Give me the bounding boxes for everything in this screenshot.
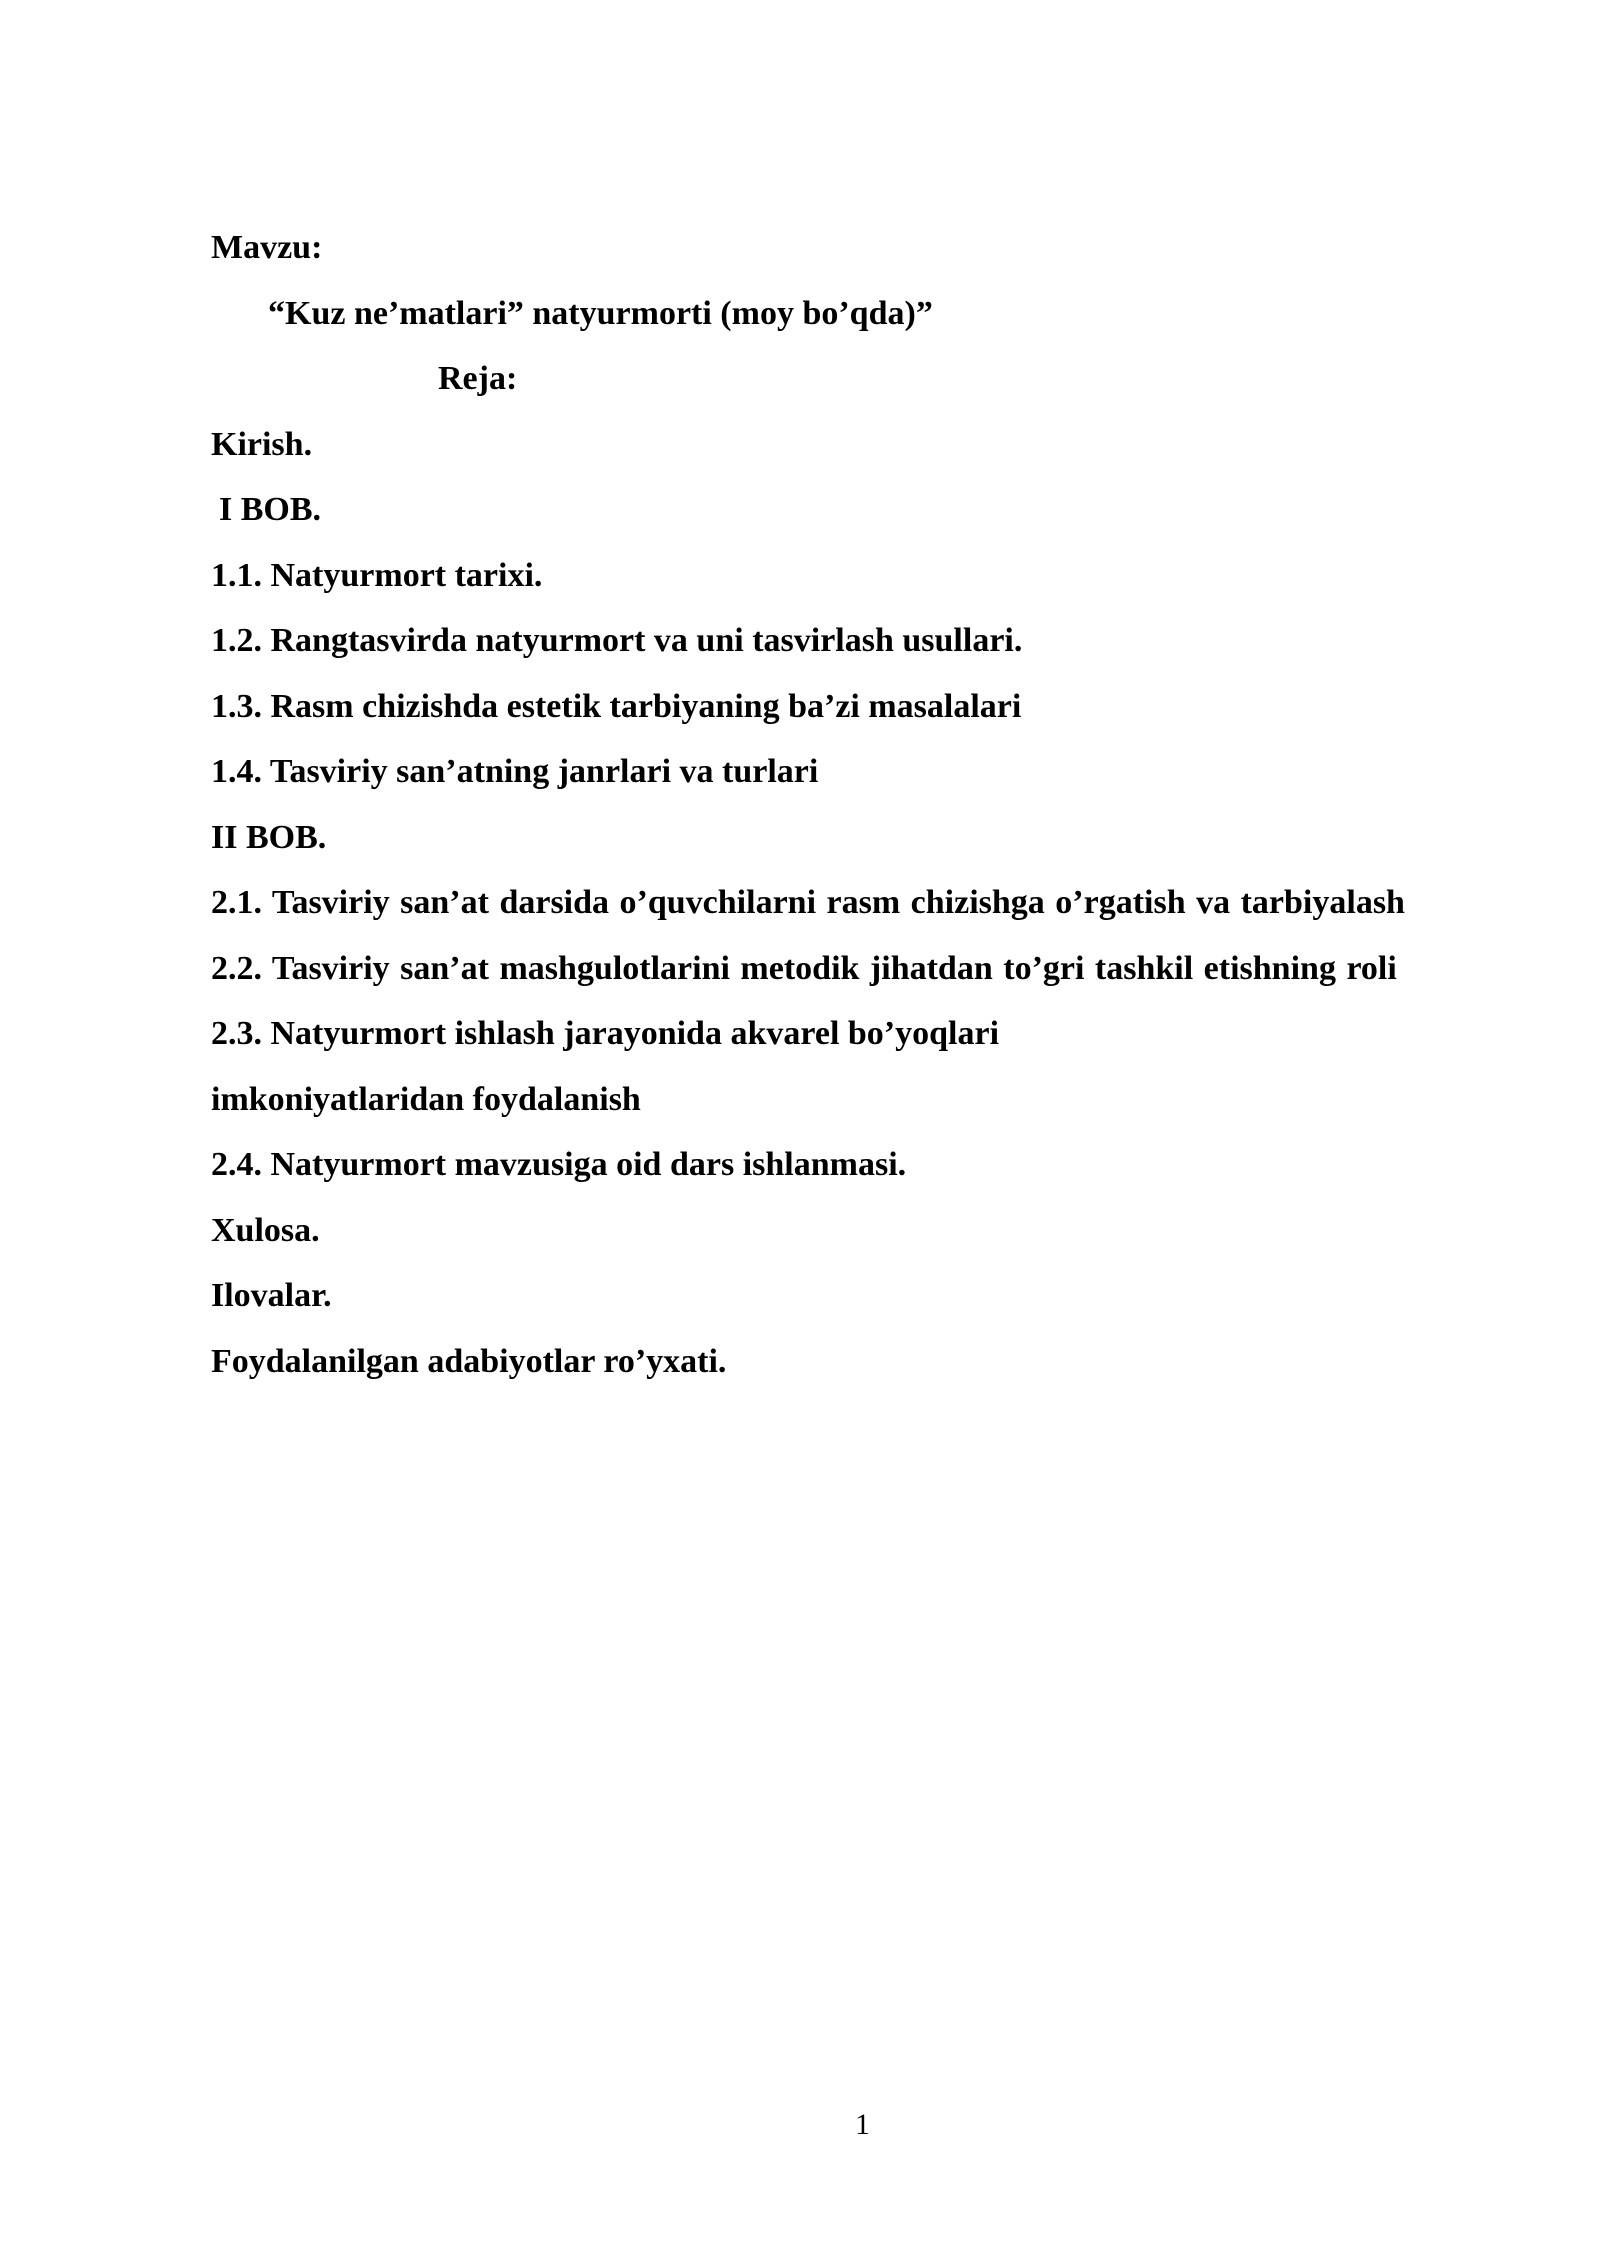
page-number: 1	[855, 2108, 870, 2141]
document-title: “Kuz ne’matlari” natyurmorti (moy bo’qda)”	[268, 294, 933, 332]
toc-section-2-2: 2.2. Tasviriy san’at mashgulotlarini metodik jihatdan to’gri tashkil etishning roli	[211, 949, 1397, 987]
toc-section-2-1: 2.1. Tasviriy san’at darsida o’quvchilarni rasm chizishga o’rgatish va tarbiyalash	[211, 884, 1405, 921]
toc-conclusion: Xulosa.	[211, 1211, 320, 1249]
toc-intro: Kirish.	[211, 425, 313, 463]
toc-appendices: Ilovalar.	[211, 1277, 332, 1314]
toc-section-1-1: 1.1. Natyurmort tarixi.	[211, 556, 543, 594]
document-content	[211, 215, 1494, 1394]
topic-label: Mavzu:	[211, 229, 323, 266]
toc-section-2-3-line1: 2.3. Natyurmort ishlash jarayonida akvarel bo’yoqlari	[211, 1015, 1000, 1052]
toc-section-1-2: 1.2. Rangtasvirda natyurmort va uni tasvirlash usullari.	[211, 622, 1023, 659]
toc-chapter-1: I BOB.	[219, 491, 322, 528]
toc-references: Foydalanilgan adabiyotlar ro’yxati.	[211, 1342, 727, 1380]
toc-section-1-4: 1.4. Tasviriy san’atning janrlari va turlari	[211, 753, 819, 790]
plan-label: Reja:	[438, 360, 518, 397]
toc-section-2-3-line2: imkoniyatlaridan foydalanish	[211, 1080, 641, 1118]
toc-section-2-4: 2.4. Natyurmort mavzusiga oid dars ishlanmasi.	[211, 1146, 907, 1183]
toc-section-1-3: 1.3. Rasm chizishda estetik tarbiyaning ba’zi masalalari	[211, 687, 1022, 725]
toc-chapter-2: II BOB.	[211, 818, 327, 856]
